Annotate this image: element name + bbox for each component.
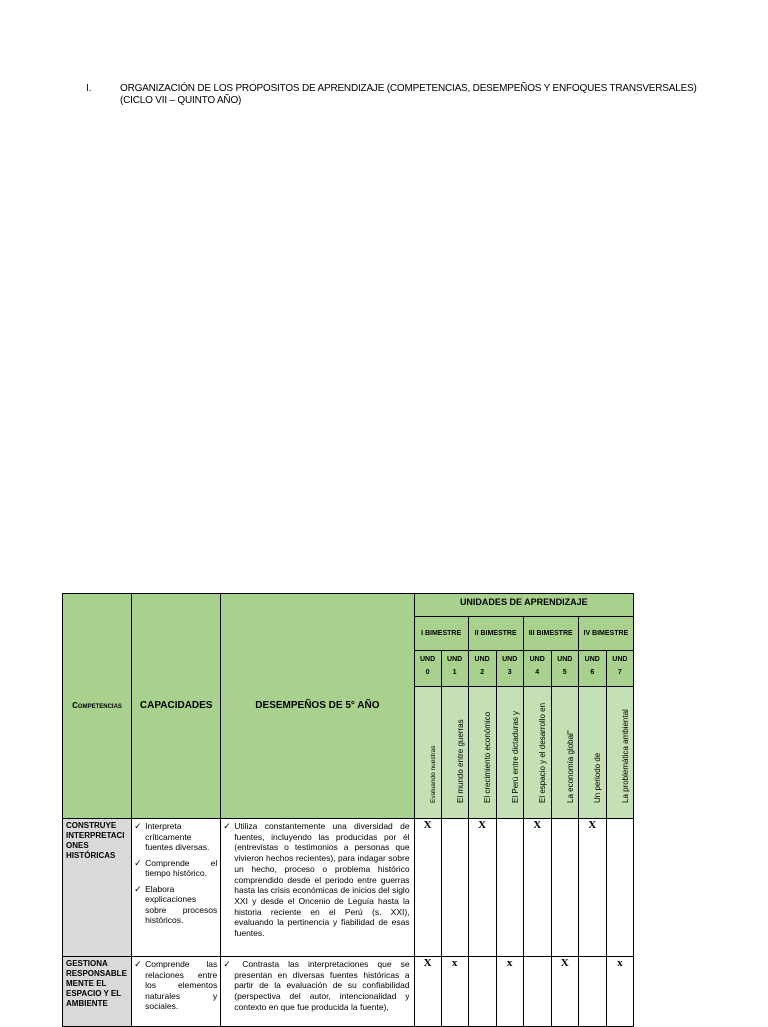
bimestre-4: IV BIMESTRE [578, 617, 633, 651]
unit-header-5: UND 5 [551, 651, 578, 687]
unit-mark: X [578, 819, 606, 957]
unit-title-0: Evaluando nuestras [414, 687, 441, 819]
unit-mark [578, 957, 606, 1027]
check-icon: ✓ [223, 821, 231, 831]
unit-mark [523, 957, 551, 1027]
check-icon: ✓ [134, 959, 142, 969]
check-icon: ✓ [134, 821, 142, 831]
heading-number: I. [86, 83, 92, 94]
learning-purposes-table [62, 593, 634, 1027]
bimestre-3: III BIMESTRE [523, 617, 578, 651]
unit-title-2: El crecimiento económico [468, 687, 496, 819]
unit-mark: X [551, 957, 578, 1027]
list-item: ✓ Contrasta las interpretaciones que se presentan en diversas fuentes históricas a partir de la evaluación de su confiabilidad (perspectiva del autor, intencionalidad y contexto en que fue producida la fuente), [223, 959, 410, 1012]
unit-mark: X [468, 819, 496, 957]
capacidades-cell [132, 819, 221, 957]
competencia-cell: CONSTRUYE INTERPRETACI ONES HISTÓRICAS [63, 819, 132, 957]
unit-mark [441, 819, 468, 957]
table-row [63, 957, 634, 1027]
unit-mark [468, 957, 496, 1027]
header-desempenos: DESEMPEÑOS DE 5° AÑO [221, 594, 414, 819]
unit-title-7: La problemática ambiental [606, 687, 633, 819]
list-item: ✓ Interpreta críticamente fuentes diversas. [134, 821, 210, 852]
heading-text: ORGANIZACIÓN DE LOS PROPOSITOS DE APRENDIZAJE (COMPETENCIAS, DESEMPEÑOS Y ENFOQUES TRANSVERSALES) (CICLO VII – QUINTO AÑO) [120, 83, 697, 106]
unit-header-1: UND 1 [441, 651, 468, 687]
unit-title-1: El mundo entre guerras [441, 687, 468, 819]
list-item: ✓ Comprende las relaciones entre los elementos naturales y sociales. [134, 959, 218, 1011]
header-competencias: Competencias [63, 594, 132, 819]
list-item: ✓ Comprende el tiempo histórico. [134, 857, 218, 878]
table-row [63, 819, 634, 957]
unit-header-3: UND 3 [496, 651, 523, 687]
unit-mark: X [414, 957, 441, 1027]
unit-mark: x [441, 957, 468, 1027]
unit-header-0: UND 0 [414, 651, 441, 687]
competencia-cell: GESTIONA RESPONSABLE MENTE EL ESPACIO Y EL AMBIENTE [63, 957, 132, 1027]
unit-mark [606, 819, 633, 957]
unit-mark [551, 819, 578, 957]
unit-title-6: Un periodo de [578, 687, 606, 819]
check-icon: ✓ [134, 883, 142, 894]
bimestre-1: I BIMESTRE [414, 617, 468, 651]
unit-mark: x [606, 957, 633, 1027]
unit-title-5: La economía global" [551, 687, 578, 819]
header-capacidades: CAPACIDADES [132, 594, 221, 819]
list-item: ✓ Elabora explicaciones sobre procesos históricos. [134, 883, 218, 925]
unit-title-4: El espacio y el desarrollo en [523, 687, 551, 819]
check-icon: ✓ [134, 857, 142, 868]
unit-header-6: UND 6 [578, 651, 606, 687]
check-icon: ✓ [223, 959, 231, 969]
unit-mark [496, 819, 523, 957]
unit-mark: X [523, 819, 551, 957]
desempeno-cell [221, 957, 414, 1027]
unit-title-3: El Perú entre dictaduras y [496, 687, 523, 819]
list-item: ✓ Utiliza constantemente una diversidad de fuentes, incluyendo las producidas por él (entrevistas o testimonios a personas que vivieron hechos recientes), para indagar sobre un hecho, proceso o problema histórico comprendido desde el periodo entre guerras hasta las crisis económicas de inicios del siglo XXI y desde el Oncenio de Leguía hasta la historia reciente en el Perú (s. XXI), evaluando la pertinencia y fiabilidad de esas fuentes. [223, 821, 410, 939]
unit-header-4: UND 4 [523, 651, 551, 687]
unit-header-7: UND 7 [606, 651, 633, 687]
capacidades-cell [132, 957, 221, 1027]
unit-mark: x [496, 957, 523, 1027]
unit-header-2: UND 2 [468, 651, 496, 687]
unit-mark: X [414, 819, 441, 957]
bimestre-2: II BIMESTRE [468, 617, 523, 651]
header-unidades: UNIDADES DE APRENDIZAJE [414, 594, 633, 617]
desempeno-cell [221, 819, 414, 957]
